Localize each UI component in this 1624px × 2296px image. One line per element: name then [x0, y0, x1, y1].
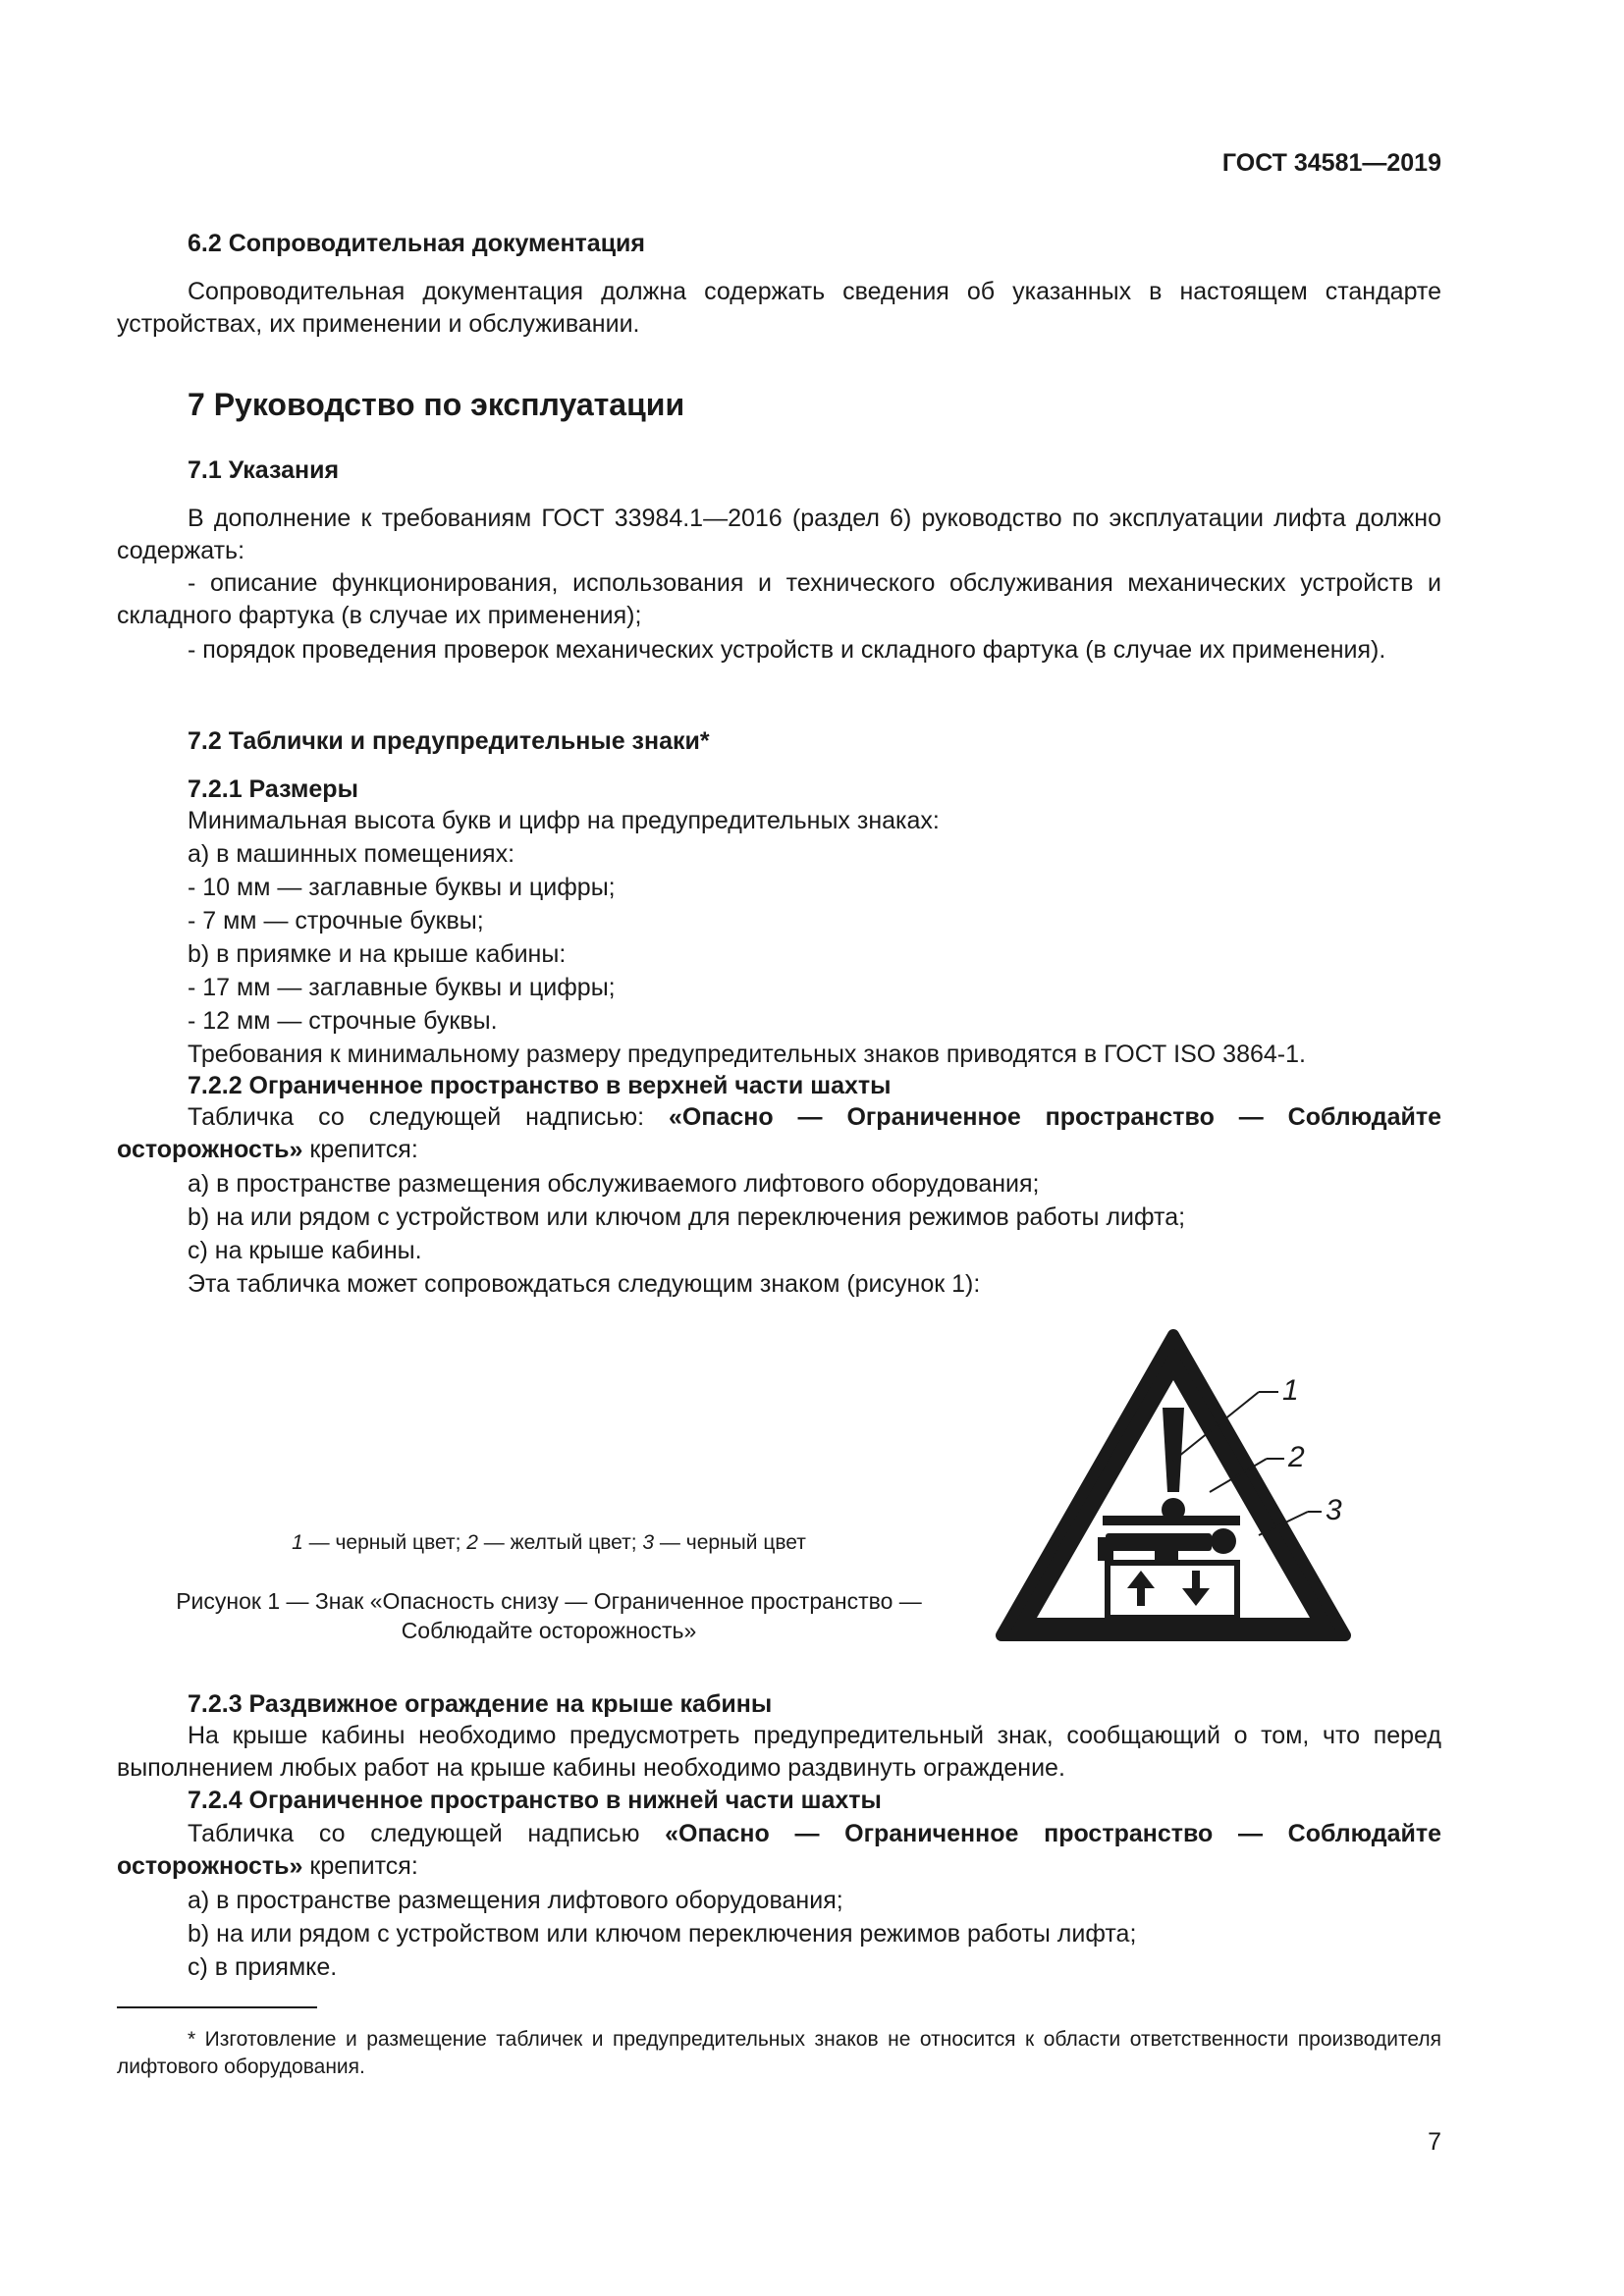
- section-7-title: 7 Руководство по эксплуатации: [188, 387, 685, 422]
- list-item: с) в приямке.: [188, 1953, 338, 1981]
- section-7-1-item-1: - описание функционирования, использования и технического обслуживания механических устройств и складного фартука (в случае их применения);: [117, 569, 1441, 629]
- size-line: а) в машинных помещениях:: [188, 840, 515, 868]
- figure-legend: 1 — черный цвет; 2 — желтый цвет; 3 — черный цвет: [292, 1531, 806, 1554]
- section-7-1-intro: В дополнение к требованиям ГОСТ 33984.1—2016 (раздел 6) руководство по эксплуатации лифта должно содержать:: [117, 505, 1441, 564]
- section-7-2-2-lead: Табличка со следующей надписью: «Опасно — Ограниченное пространство — Соблюдайте осторожность» крепится:: [117, 1103, 1441, 1163]
- section-7-1-title: 7.1 Указания: [188, 456, 340, 484]
- section-7-2-3-title: 7.2.3 Раздвижное ограждение на крыше кабины: [188, 1690, 773, 1718]
- page-number: 7: [1428, 2128, 1441, 2156]
- section-7-2-title: 7.2 Таблички и предупредительные знаки*: [188, 727, 710, 755]
- list-item: b) на или рядом с устройством или ключом переключения режимов работы лифта;: [188, 1920, 1137, 1948]
- ceiling-bar: [1103, 1516, 1240, 1525]
- section-7-2-1-title: 7.2.1 Размеры: [188, 775, 358, 803]
- section-6-2-title: 6.2 Сопроводительная документация: [188, 230, 646, 257]
- section-7-2-4-lead: Табличка со следующей надписью «Опасно — Ограниченное пространство — Соблюдайте осторожность» крепится:: [117, 1820, 1441, 1880]
- callout-2: 2: [1288, 1441, 1305, 1473]
- list-item: а) в пространстве размещения обслуживаемого лифтового оборудования;: [188, 1170, 1040, 1198]
- list-item: а) в пространстве размещения лифтового оборудования;: [188, 1887, 843, 1914]
- section-7-2-2-title: 7.2.2 Ограниченное пространство в верхней части шахты: [188, 1072, 892, 1099]
- size-line: - 12 мм — строчные буквы.: [188, 1007, 498, 1035]
- size-line: b) в приямке и на крыше кабины:: [188, 940, 567, 968]
- section-7-1-item-2: - порядок проведения проверок механических устройств и складного фартука (в случае их применения).: [188, 636, 1386, 664]
- warning-sign-figure: [982, 1323, 1414, 1657]
- list-item: b) на или рядом с устройством или ключом для переключения режимов работы лифта;: [188, 1203, 1186, 1231]
- footnote: * Изготовление и размещение табличек и предупредительных знаков не относится к области ответственности производителя лифтового оборудования.: [117, 2028, 1441, 2078]
- section-7-2-3-text: На крыше кабины необходимо предусмотреть предупредительный знак, сообщающий о том, что перед выполнением любых работ на крыше кабины необходимо раздвинуть ограждение.: [117, 1722, 1441, 1782]
- size-line: - 17 мм — заглавные буквы и цифры;: [188, 974, 616, 1001]
- size-line: - 10 мм — заглавные буквы и цифры;: [188, 874, 616, 901]
- section-7-2-2-after: Эта табличка может сопровождаться следующим знаком (рисунок 1):: [188, 1270, 981, 1298]
- list-item: с) на крыше кабины.: [188, 1237, 422, 1264]
- size-line: Минимальная высота букв и цифр на предупредительных знаках:: [188, 807, 940, 834]
- callout-3: 3: [1326, 1494, 1342, 1526]
- section-7-2-4-title: 7.2.4 Ограниченное пространство в нижней части шахты: [188, 1787, 882, 1814]
- section-6-2-text: Сопроводительная документация должна содержать сведения об указанных в настоящем стандарте устройствах, их применении и обслуживании.: [117, 278, 1441, 338]
- standard-number: ГОСТ 34581—2019: [1221, 149, 1441, 177]
- size-line: - 7 мм — строчные буквы;: [188, 907, 484, 934]
- figure-caption: Рисунок 1 — Знак «Опасность снизу — Ограниченное пространство — Соблюдайте осторожность»: [176, 1588, 922, 1643]
- callout-1: 1: [1282, 1374, 1299, 1407]
- size-line: Требования к минимальному размеру предупредительных знаков приводятся в ГОСТ ISO 3864-1.: [188, 1041, 1306, 1068]
- footnote-rule: [117, 2006, 317, 2008]
